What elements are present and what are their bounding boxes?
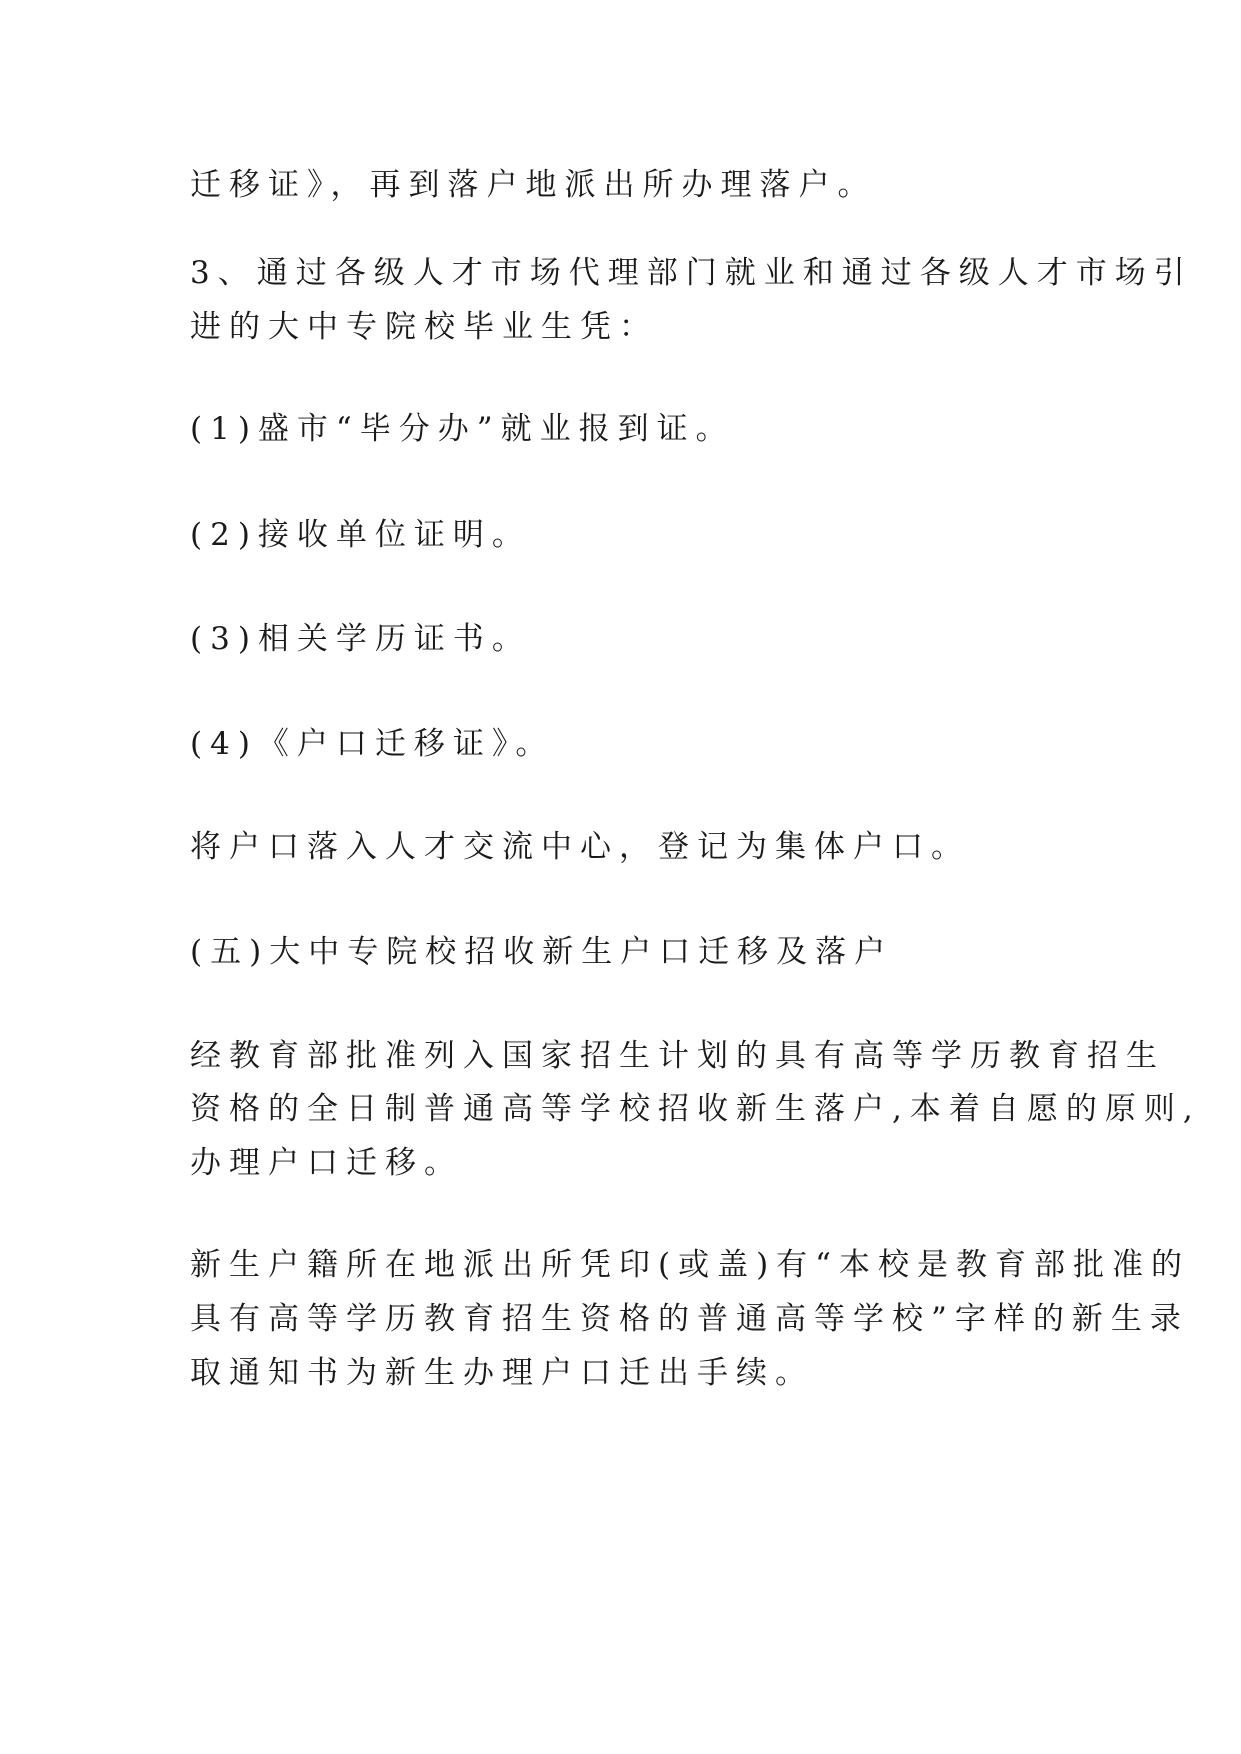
paragraph-line: 经教育部批准列入国家招生计划的具有高等学历教育招生: [190, 1038, 1165, 1074]
list-item: (3)相关学历证书。: [190, 621, 531, 657]
paragraph-line: 迁移证》，再到落户地派出所办理落户。: [190, 167, 877, 203]
paragraph-line: 具有高等学历教育招生资格的普通高等学校”字样的新生录: [190, 1301, 1189, 1337]
paragraph-line: 将户口落入人才交流中心，登记为集体户口。: [190, 829, 970, 865]
list-item: (4)《户口迁移证》。: [190, 726, 555, 762]
list-item: (2)接收单位证明。: [190, 517, 531, 553]
paragraph-line: 取通知书为新生办理户口迁出手续。: [190, 1355, 814, 1391]
paragraph-line: 资格的全日制普通高等学校招收新生落户,本着自愿的原则,: [190, 1091, 1201, 1127]
list-item: (1)盛市“毕分办”就业报到证。: [190, 411, 735, 447]
paragraph-line: 3、通过各级人才市场代理部门就业和通过各级人才市场引: [190, 255, 1193, 291]
paragraph-line: 进的大中专院校毕业生凭：: [190, 309, 658, 345]
section-heading: (五)大中专院校招收新生户口迁移及落户: [190, 934, 894, 970]
paragraph-line: 新生户籍所在地派出所凭印(或盖)有“本校是教育部批准的: [190, 1247, 1191, 1283]
paragraph-line: 办理户口迁移。: [190, 1145, 463, 1181]
